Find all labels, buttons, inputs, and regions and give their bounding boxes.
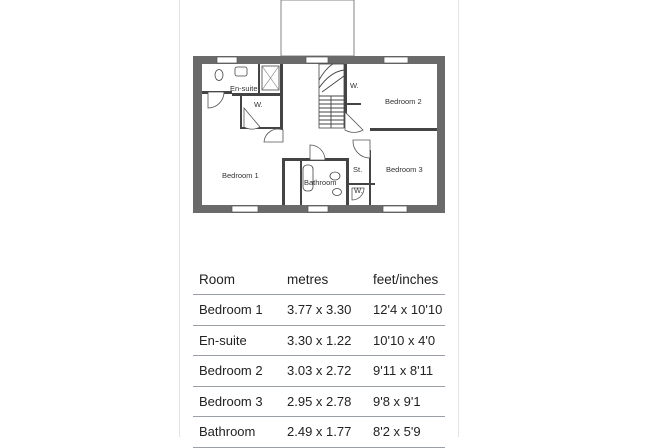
wall-store [349,183,375,185]
cell-metres: 2.49 x 1.77 [281,417,367,448]
window-landing [306,57,328,63]
cell-room: Bedroom 3 [193,386,281,417]
door-bathroom [310,145,325,160]
wall-wardrobe-left [240,96,242,128]
window-bathroom [308,206,328,212]
table-row [193,356,445,387]
cell-feet: 8'2 x 5'9 [367,417,445,448]
header-room: Room [193,264,281,295]
ensuite-toilet [215,70,223,81]
table-row [193,325,445,356]
wall-shower [258,64,260,94]
label-bedroom2: Bedroom 2 [385,97,422,106]
outer-wall-right [437,56,445,213]
cell-feet: 9'11 x 8'11 [367,356,445,387]
bathroom-toilet [333,189,342,196]
wall-ensuite-right [280,64,283,130]
wall-bathroom-right [346,158,349,205]
door-ensuite [208,92,224,108]
outer-wall-left [193,56,202,213]
table-row [193,386,445,417]
cell-metres: 3.30 x 1.22 [281,325,367,356]
label-w-ensuite: W. [254,100,263,109]
dormer-outline [281,0,354,56]
cell-room: Bathroom [193,417,281,448]
label-bedroom3: Bedroom 3 [386,165,423,174]
table-header-row [193,264,445,295]
table-row [193,295,445,326]
label-bedroom1: Bedroom 1 [222,171,259,180]
cell-feet: 10'10 x 4'0 [367,325,445,356]
door-bedroom1 [264,129,283,142]
window-bedroom2 [384,57,408,63]
cell-metres: 3.03 x 2.72 [281,356,367,387]
cell-feet: 9'8 x 9'1 [367,386,445,417]
window-bedroom3 [383,206,407,212]
ensuite-basin [235,67,247,76]
door-wardrobe-ensuite [244,108,260,129]
page-border-right [458,0,459,437]
wall-ensuite-wardrobe [232,93,280,96]
wall-bathroom-inner [300,161,302,205]
cell-room: En-suite [193,325,281,356]
cell-room: Bedroom 1 [193,295,281,326]
cell-room: Bedroom 2 [193,356,281,387]
label-store: St. [353,165,363,174]
wall-bathroom-left [282,158,285,205]
door-bedroom2 [345,112,363,132]
window-ensuite [217,57,237,63]
label-w-landing: W. [350,81,359,90]
label-bathroom: Bathroom [304,178,337,187]
door-bedroom3 [353,140,370,158]
cell-metres: 2.95 x 2.78 [281,386,367,417]
table-row [193,417,445,448]
wall-w2-bottom [347,103,361,105]
header-metres: metres [281,264,367,295]
label-w-bed3: W. [354,186,363,195]
window-bedroom1 [232,206,258,212]
header-feet-inches: feet/inches [367,264,445,295]
wall-bed2-bed3 [370,128,437,131]
floor-plan [180,0,458,222]
label-ensuite: En-suite [230,84,258,93]
dimensions-table [193,264,445,448]
cell-metres: 3.77 x 3.30 [281,295,367,326]
cell-feet: 12'4 x 10'10 [367,295,445,326]
